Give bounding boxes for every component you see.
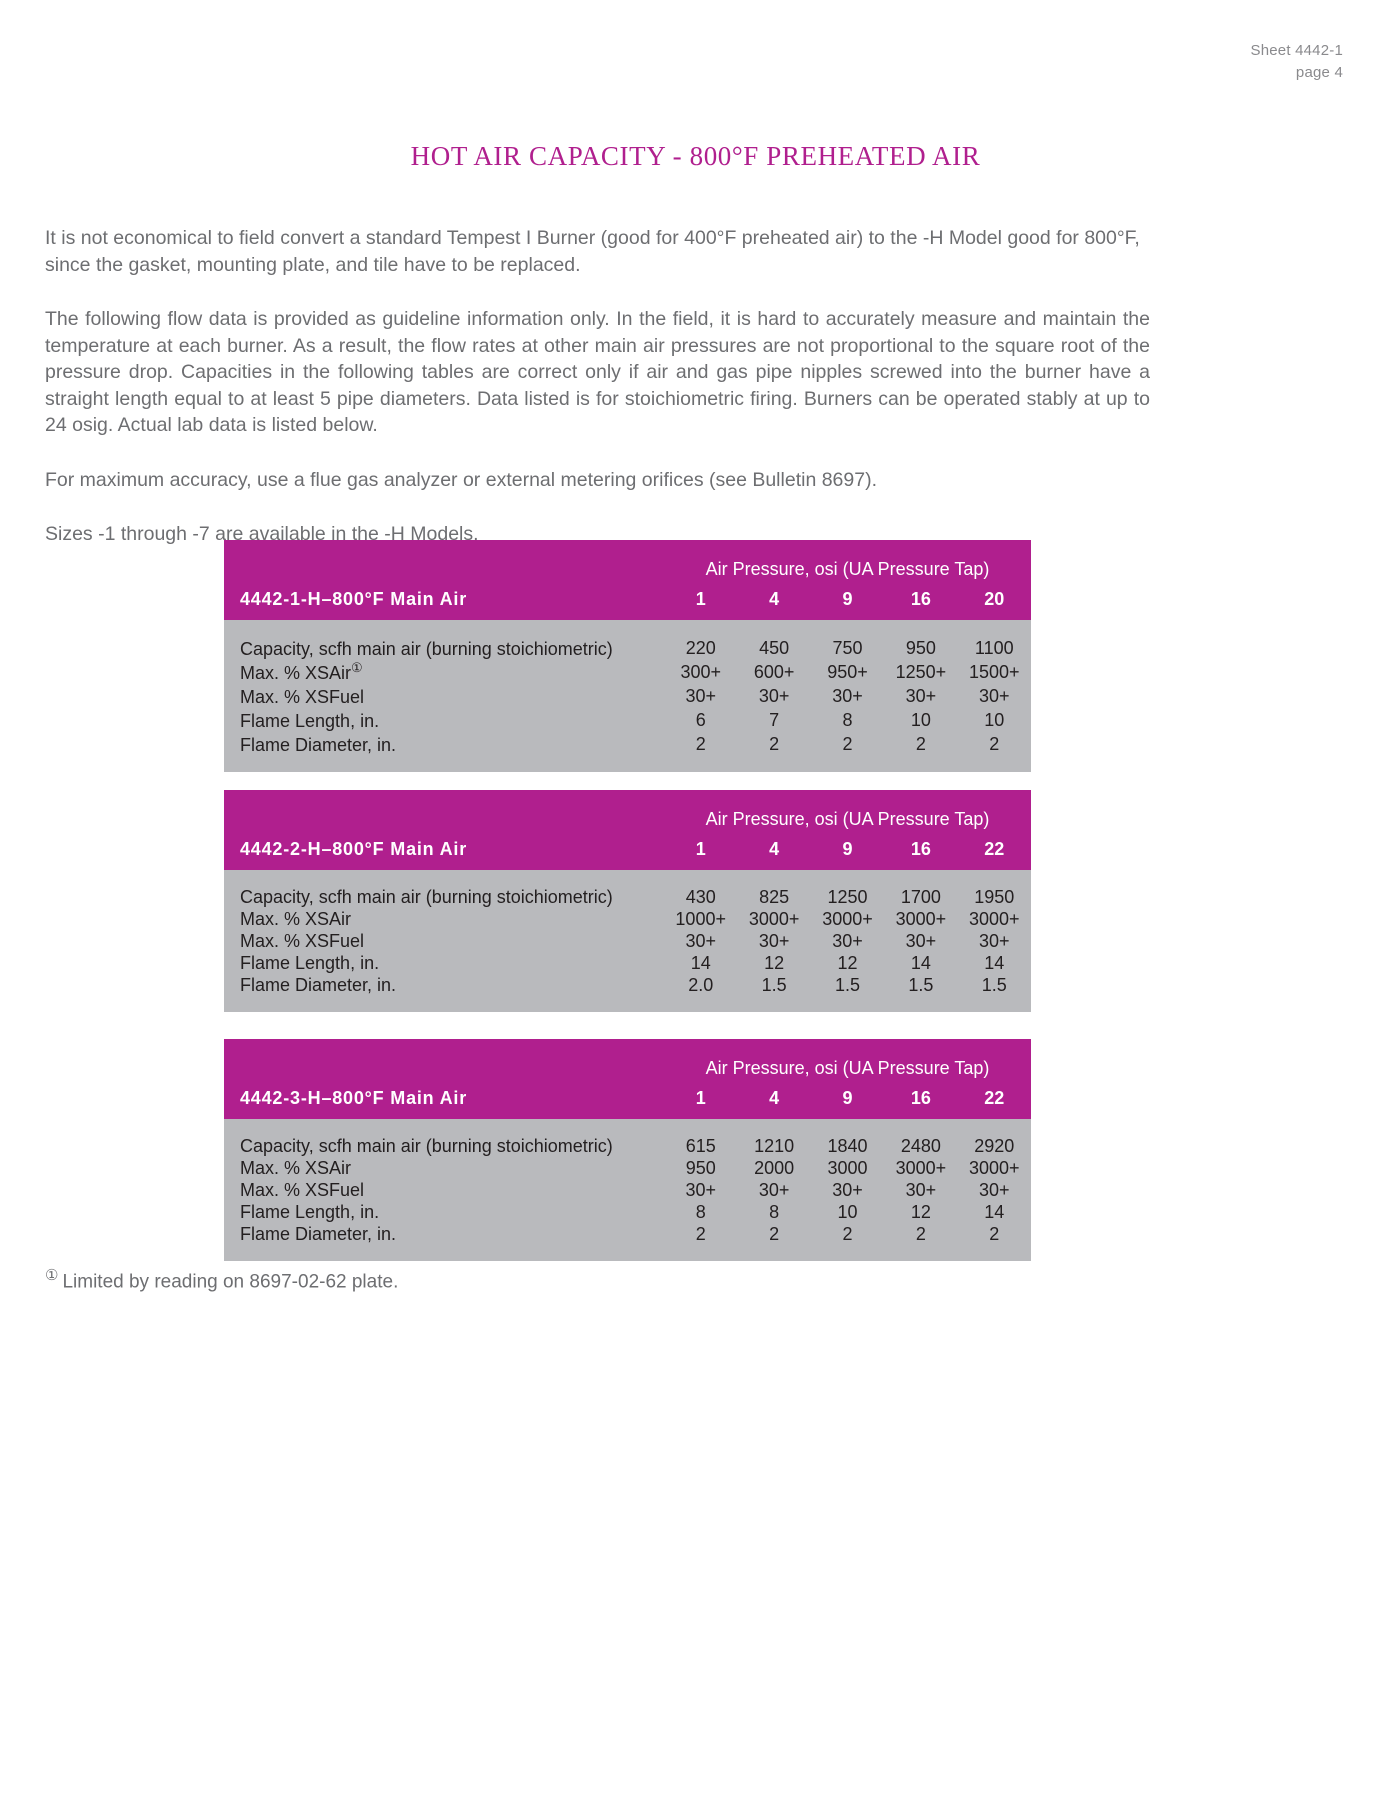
air-pressure-group-label: Air Pressure, osi (UA Pressure Tap)	[705, 1058, 990, 1078]
cell: 1.5	[811, 974, 884, 996]
cell: 30+	[811, 684, 884, 708]
cell: 3000+	[958, 1157, 1031, 1179]
cell: 30+	[737, 1179, 810, 1201]
paragraph-4: Sizes -1 through -7 are available in the -H Models.	[45, 523, 479, 546]
page-title: HOT AIR CAPACITY - 800°F PREHEATED AIR	[410, 141, 981, 171]
column-header: 16	[910, 1088, 931, 1108]
table-row	[224, 908, 1031, 930]
column-header: 16	[910, 839, 931, 859]
table-row	[224, 1135, 1031, 1157]
table-column-header-row	[224, 832, 1031, 870]
row-label-text: Capacity, scfh main air (burning stoichiometric)	[240, 639, 613, 659]
cell: 220	[664, 636, 737, 660]
row-label	[224, 708, 664, 732]
cell: 30+	[811, 1179, 884, 1201]
row-label-text: Flame Diameter, in.	[240, 1223, 397, 1244]
column-header: 9	[842, 839, 853, 859]
cell: 1210	[737, 1135, 810, 1157]
table-header-blank	[224, 790, 664, 832]
row-label-text: Max. % XSFuel	[240, 1179, 365, 1200]
row-label	[224, 732, 664, 756]
row-label	[224, 1201, 664, 1223]
cell: 300+	[664, 660, 737, 684]
cell: 2	[958, 1223, 1031, 1245]
table-column-header-row	[224, 1081, 1031, 1119]
cell: 1.5	[958, 974, 1031, 996]
table-column-header-row	[224, 582, 1031, 620]
cell: 6	[664, 708, 737, 732]
cell: 12	[811, 952, 884, 974]
cell: 14	[884, 952, 957, 974]
row-label-text: Flame Length, in.	[240, 952, 380, 973]
row-label	[224, 886, 664, 908]
cell: 2	[664, 1223, 737, 1245]
row-label-text: Max. % XSAir	[240, 908, 352, 929]
row-label-text: Flame Diameter, in.	[240, 735, 397, 755]
table-header-blank	[224, 540, 664, 582]
document-header	[1251, 40, 1343, 84]
air-pressure-group-label: Air Pressure, osi (UA Pressure Tap)	[705, 809, 990, 829]
cell: 30+	[884, 1179, 957, 1201]
cell: 825	[737, 886, 810, 908]
row-label	[224, 930, 664, 952]
cell: 2.0	[664, 974, 737, 996]
cell: 10	[811, 1201, 884, 1223]
cell: 1700	[884, 886, 957, 908]
column-header: 16	[910, 589, 931, 609]
column-header: 22	[984, 839, 1005, 859]
cell: 8	[664, 1201, 737, 1223]
column-header: 1	[695, 589, 706, 609]
model-label: 4442-1-H–800°F Main Air	[240, 589, 468, 609]
table-row	[224, 732, 1031, 756]
table-row	[224, 684, 1031, 708]
cell: 14	[664, 952, 737, 974]
cell: 950+	[811, 660, 884, 684]
cell: 1840	[811, 1135, 884, 1157]
column-header: 4	[769, 1088, 780, 1108]
cell: 2	[811, 732, 884, 756]
row-label	[224, 1157, 664, 1179]
row-label-text: Flame Length, in.	[240, 1201, 380, 1222]
row-label-text: Capacity, scfh main air (burning stoichiometric)	[240, 1135, 613, 1156]
cell: 3000+	[884, 1157, 957, 1179]
cell: 10	[884, 708, 957, 732]
table-row	[224, 886, 1031, 908]
cell: 2	[811, 1223, 884, 1245]
body-copy	[45, 225, 1150, 576]
table-row	[224, 636, 1031, 660]
model-label: 4442-3-H–800°F Main Air	[240, 1088, 468, 1108]
page-number: page 4	[1295, 63, 1343, 81]
cell: 30+	[884, 684, 957, 708]
row-label	[224, 660, 664, 684]
cell: 10	[958, 708, 1031, 732]
air-pressure-group-label: Air Pressure, osi (UA Pressure Tap)	[705, 559, 990, 579]
row-label-text: Max. % XSAir	[240, 1157, 352, 1178]
cell: 1250+	[884, 660, 957, 684]
cell: 2	[958, 732, 1031, 756]
column-header: 20	[984, 589, 1005, 609]
capacity-table-3	[224, 1039, 1031, 1261]
cell: 1250	[811, 886, 884, 908]
cell: 2480	[884, 1135, 957, 1157]
table-row	[224, 974, 1031, 996]
cell: 600+	[737, 660, 810, 684]
row-label	[224, 1179, 664, 1201]
row-label-text: Flame Diameter, in.	[240, 974, 397, 995]
row-label-text: Flame Length, in.	[240, 711, 380, 731]
table-row	[224, 660, 1031, 684]
row-label-text: Max. % XSAir	[240, 663, 352, 683]
capacity-table-1	[224, 540, 1031, 772]
sheet-number: Sheet 4442-1	[1250, 42, 1343, 59]
table-group-header-row	[224, 790, 1031, 832]
cell: 30+	[664, 684, 737, 708]
cell: 1000+	[664, 908, 737, 930]
cell: 30+	[958, 1179, 1031, 1201]
column-header: 4	[769, 589, 780, 609]
cell: 1950	[958, 886, 1031, 908]
row-label	[224, 636, 664, 660]
cell: 750	[811, 636, 884, 660]
table-row	[224, 708, 1031, 732]
table-group-header-row	[224, 540, 1031, 582]
table-row	[224, 1157, 1031, 1179]
cell: 30+	[958, 684, 1031, 708]
cell: 2	[884, 1223, 957, 1245]
footnote-text: Limited by reading on 8697-02-62 plate.	[62, 1271, 399, 1293]
cell: 30+	[737, 684, 810, 708]
cell: 3000+	[958, 908, 1031, 930]
cell: 2	[884, 732, 957, 756]
cell: 14	[958, 952, 1031, 974]
cell: 950	[884, 636, 957, 660]
cell: 1500+	[958, 660, 1031, 684]
cell: 7	[737, 708, 810, 732]
column-header: 1	[695, 839, 706, 859]
row-label-text: Capacity, scfh main air (burning stoichiometric)	[240, 886, 613, 907]
column-header: 1	[695, 1088, 706, 1108]
cell: 2	[737, 732, 810, 756]
footnote-marker: ①	[45, 1267, 59, 1284]
cell: 2	[737, 1223, 810, 1245]
cell: 30+	[811, 930, 884, 952]
cell: 2	[664, 732, 737, 756]
column-header: 9	[842, 589, 853, 609]
row-label	[224, 974, 664, 996]
row-label	[224, 908, 664, 930]
cell: 2000	[737, 1157, 810, 1179]
cell: 12	[737, 952, 810, 974]
table-row	[224, 952, 1031, 974]
cell: 30+	[884, 930, 957, 952]
cell: 30+	[664, 930, 737, 952]
row-label	[224, 1135, 664, 1157]
cell: 3000+	[811, 908, 884, 930]
cell: 14	[958, 1201, 1031, 1223]
cell: 615	[664, 1135, 737, 1157]
column-header: 4	[769, 839, 780, 859]
cell: 450	[737, 636, 810, 660]
table-row	[224, 1201, 1031, 1223]
cell: 2920	[958, 1135, 1031, 1157]
footnote-marker: ①	[351, 660, 363, 675]
cell: 1.5	[737, 974, 810, 996]
cell: 3000+	[884, 908, 957, 930]
row-label-text: Max. % XSFuel	[240, 930, 365, 951]
paragraph-2: The following flow data is provided as guideline information only. In the field, it is hard to accurately measure and maintain the temperature at each burner. As a result, the flow rates at other main air pressures are not proportional to the square root of the pressure drop. Capacities in the following tables are correct only if air and gas pipe nipples screwed into the burner have a straight length equal to at least 5 pipe diameters. Data listed is for stoichiometric firing. Burners can be operated stably at up to 24 osig. Actual lab data is listed below.	[45, 308, 1150, 437]
paragraph-3: For maximum accuracy, use a flue gas analyzer or external metering orifices (see Bulletin 8697).	[45, 468, 877, 491]
column-header: 9	[842, 1088, 853, 1108]
row-label-text: Max. % XSFuel	[240, 687, 365, 707]
cell: 8	[811, 708, 884, 732]
table-header-blank	[224, 1039, 664, 1081]
cell: 12	[884, 1201, 957, 1223]
column-header: 22	[984, 1088, 1005, 1108]
row-label	[224, 684, 664, 708]
cell: 950	[664, 1157, 737, 1179]
table-row	[224, 930, 1031, 952]
capacity-table-2	[224, 790, 1031, 1012]
row-label	[224, 952, 664, 974]
table-row	[224, 1223, 1031, 1245]
cell: 1100	[958, 636, 1031, 660]
cell: 30+	[737, 930, 810, 952]
model-label: 4442-2-H–800°F Main Air	[240, 839, 468, 859]
footnote	[45, 1266, 398, 1293]
cell: 3000	[811, 1157, 884, 1179]
row-label	[224, 1223, 664, 1245]
cell: 3000+	[737, 908, 810, 930]
cell: 1.5	[884, 974, 957, 996]
cell: 8	[737, 1201, 810, 1223]
paragraph-1: It is not economical to field convert a standard Tempest I Burner (good for 400°F preheated air) to the -H Model good for 800°F, since the gasket, mounting plate, and tile have to be replaced.	[45, 227, 1140, 276]
table-group-header-row	[224, 1039, 1031, 1081]
cell: 30+	[958, 930, 1031, 952]
cell: 430	[664, 886, 737, 908]
table-row	[224, 1179, 1031, 1201]
cell: 30+	[664, 1179, 737, 1201]
